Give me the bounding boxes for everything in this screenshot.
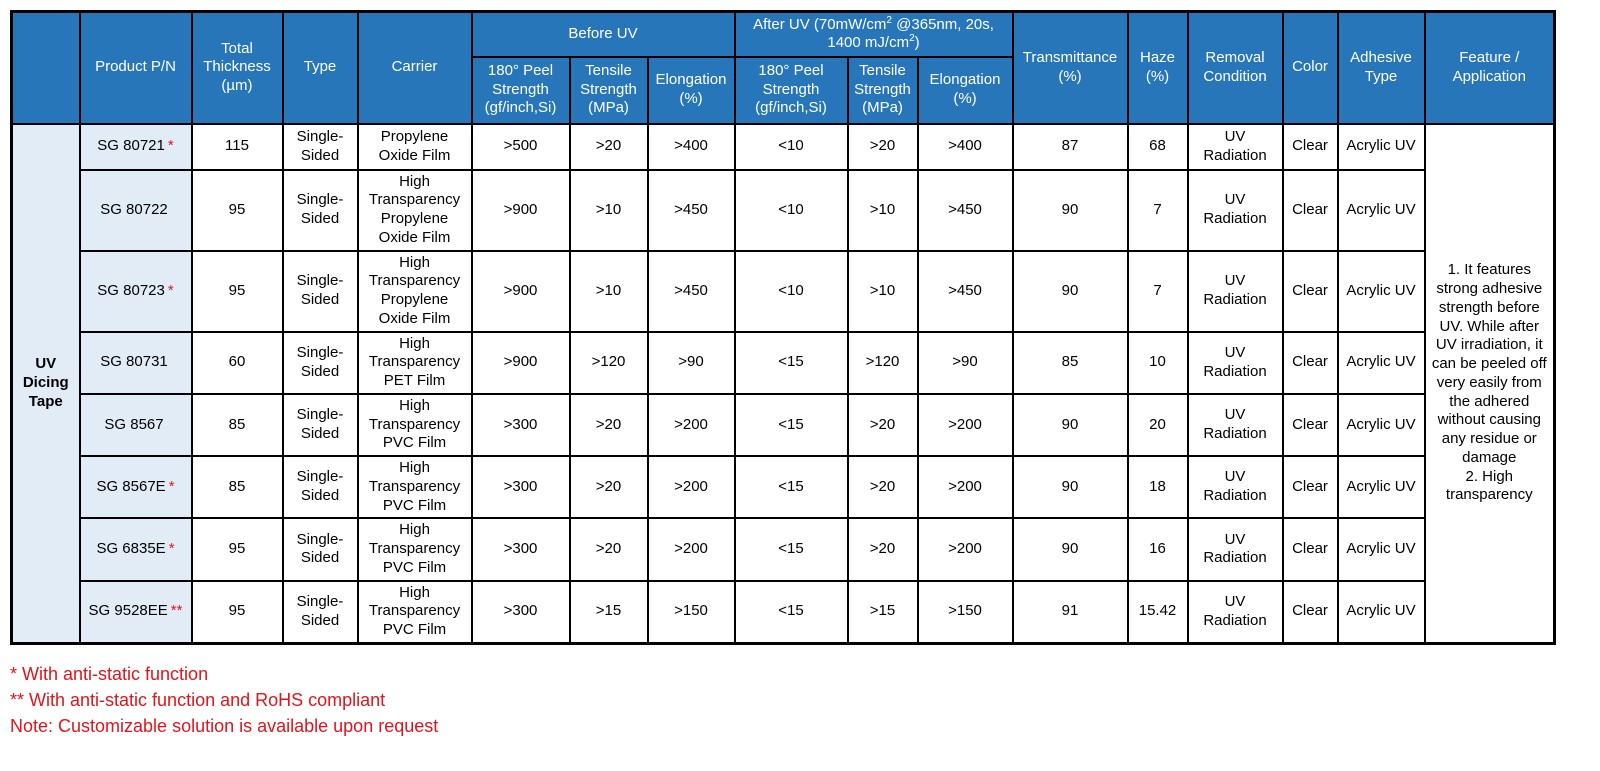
cell-carrier: High Transparency PVC Film xyxy=(358,581,472,644)
cell-carrier: High Transparency PET Film xyxy=(358,332,472,394)
cell-product xyxy=(80,170,192,251)
cell-product xyxy=(80,332,192,394)
cell-type: Single-Sided xyxy=(283,394,358,456)
cell-peel-before: >900 xyxy=(472,251,570,332)
cell-peel-before: >900 xyxy=(472,170,570,251)
cell-removal: UV Radiation xyxy=(1188,170,1283,251)
product-name: SG 80731 xyxy=(100,353,168,371)
col-header-haze: Haze (%) xyxy=(1128,12,1188,124)
footnotes xyxy=(10,661,1600,739)
after-uv-text-2: @365nm, 20s, 1400 mJ/cm xyxy=(827,15,994,52)
cell-tensile-after: >10 xyxy=(848,170,918,251)
cell-peel-before: >900 xyxy=(472,332,570,394)
col-header-transmittance: Transmittance (%) xyxy=(1013,12,1128,124)
cell-elongation-after: >200 xyxy=(918,394,1013,456)
cell-tensile-before: >10 xyxy=(570,170,648,251)
product-mark: * xyxy=(168,477,175,495)
col-header-removal: Removal Condition xyxy=(1188,12,1283,124)
table-body xyxy=(12,124,1555,644)
cell-haze: 15.42 xyxy=(1128,581,1188,644)
cell-thickness: 95 xyxy=(192,518,283,580)
cell-thickness: 95 xyxy=(192,251,283,332)
cell-peel-after: <10 xyxy=(735,251,848,332)
cell-peel-after: <10 xyxy=(735,124,848,170)
cell-haze: 7 xyxy=(1128,251,1188,332)
table-row xyxy=(12,170,1555,251)
cell-removal: UV Radiation xyxy=(1188,124,1283,170)
col-header-peel-before: 180° Peel Strength (gf/inch,Si) xyxy=(472,57,570,124)
corner-cell xyxy=(12,12,80,124)
cell-transmittance: 90 xyxy=(1013,456,1128,518)
cell-product xyxy=(80,251,192,332)
cell-removal: UV Radiation xyxy=(1188,394,1283,456)
cell-thickness: 95 xyxy=(192,581,283,644)
cell-tensile-after: >10 xyxy=(848,251,918,332)
table-row xyxy=(12,394,1555,456)
product-name: SG 6835E xyxy=(96,540,166,557)
cell-peel-after: <15 xyxy=(735,332,848,394)
note-line-asterisk: * With anti-static function xyxy=(10,663,209,684)
cell-transmittance: 91 xyxy=(1013,581,1128,644)
after-uv-text-1: After UV (70mW/cm xyxy=(753,15,887,33)
cell-color: Clear xyxy=(1283,518,1338,580)
product-name: SG 9528EE xyxy=(88,602,168,620)
header-row-1 xyxy=(12,12,1555,57)
cell-product xyxy=(80,394,192,456)
cell-removal: UV Radiation xyxy=(1188,251,1283,332)
col-header-feature: Feature / Application xyxy=(1425,12,1555,124)
cell-adhesive: Acrylic UV xyxy=(1338,518,1425,580)
cell-color: Clear xyxy=(1283,251,1338,332)
product-mark: * xyxy=(167,281,174,299)
col-header-tensile-after: Tensile Strength (MPa) xyxy=(848,57,918,124)
cell-product xyxy=(80,124,192,170)
cell-peel-before: >500 xyxy=(472,124,570,170)
cell-type: Single-Sided xyxy=(283,581,358,644)
cell-adhesive: Acrylic UV xyxy=(1338,251,1425,332)
cell-transmittance: 87 xyxy=(1013,124,1128,170)
col-group-before-uv: Before UV xyxy=(472,12,735,57)
cell-peel-after: <15 xyxy=(735,456,848,518)
cell-haze: 20 xyxy=(1128,394,1188,456)
cell-thickness: 95 xyxy=(192,170,283,251)
cell-peel-before: >300 xyxy=(472,394,570,456)
table-row xyxy=(12,456,1555,518)
cell-elongation-before: >200 xyxy=(648,456,735,518)
spec-table xyxy=(10,10,1556,645)
cell-removal: UV Radiation xyxy=(1188,332,1283,394)
cell-tensile-before: >20 xyxy=(570,518,648,580)
table-row xyxy=(12,124,1555,170)
cell-peel-before: >300 xyxy=(472,518,570,580)
cell-color: Clear xyxy=(1283,456,1338,518)
cell-removal: UV Radiation xyxy=(1188,581,1283,644)
cell-adhesive: Acrylic UV xyxy=(1338,394,1425,456)
cell-transmittance: 85 xyxy=(1013,332,1128,394)
cell-haze: 10 xyxy=(1128,332,1188,394)
col-header-color: Color xyxy=(1283,12,1338,124)
cell-transmittance: 90 xyxy=(1013,251,1128,332)
col-group-after-uv xyxy=(735,12,1013,57)
cell-type: Single-Sided xyxy=(283,170,358,251)
col-header-peel-after: 180° Peel Strength (gf/inch,Si) xyxy=(735,57,848,124)
product-name: SG 80721 xyxy=(97,137,165,155)
cell-removal: UV Radiation xyxy=(1188,456,1283,518)
cell-transmittance: 90 xyxy=(1013,394,1128,456)
product-mark: * xyxy=(167,137,174,155)
cell-color: Clear xyxy=(1283,124,1338,170)
cell-tensile-after: >15 xyxy=(848,581,918,644)
cell-type: Single-Sided xyxy=(283,456,358,518)
after-uv-sup-1: 2 xyxy=(886,14,892,26)
cell-elongation-after: >200 xyxy=(918,518,1013,580)
cell-elongation-after: >150 xyxy=(918,581,1013,644)
table-row xyxy=(12,518,1555,580)
cell-adhesive: Acrylic UV xyxy=(1338,124,1425,170)
cell-thickness: 60 xyxy=(192,332,283,394)
cell-peel-before: >300 xyxy=(472,456,570,518)
table-row xyxy=(12,581,1555,644)
group-label-cell: UV Dicing Tape xyxy=(12,124,80,644)
cell-elongation-before: >400 xyxy=(648,124,735,170)
cell-tensile-before: >10 xyxy=(570,251,648,332)
cell-product xyxy=(80,456,192,518)
product-name: SG 8567 xyxy=(104,415,164,433)
cell-elongation-before: >200 xyxy=(648,518,735,580)
cell-elongation-after: >90 xyxy=(918,332,1013,394)
cell-peel-before: >300 xyxy=(472,581,570,644)
cell-adhesive: Acrylic UV xyxy=(1338,581,1425,644)
cell-peel-after: <10 xyxy=(735,170,848,251)
cell-peel-after: <15 xyxy=(735,518,848,580)
cell-color: Clear xyxy=(1283,170,1338,251)
cell-tensile-before: >20 xyxy=(570,124,648,170)
cell-tensile-before: >15 xyxy=(570,581,648,644)
note-line-double-asterisk: ** With anti-static function and RoHS compliant xyxy=(10,689,386,710)
cell-elongation-after: >450 xyxy=(918,251,1013,332)
feature-item-1: 1. It features strong adhesive strength before UV. While after UV irradiation, it can be peeled off very easily from the adhered without causing any residue or damage xyxy=(1431,261,1547,466)
col-header-thickness: Total Thickness (µm) xyxy=(192,12,283,124)
cell-thickness: 115 xyxy=(192,124,283,170)
col-header-elongation-after: Elongation (%) xyxy=(918,57,1013,124)
cell-elongation-before: >150 xyxy=(648,581,735,644)
col-header-tensile-before: Tensile Strength (MPa) xyxy=(570,57,648,124)
product-mark: ** xyxy=(170,602,183,620)
cell-haze: 7 xyxy=(1128,170,1188,251)
cell-removal: UV Radiation xyxy=(1188,518,1283,580)
col-header-product: Product P/N xyxy=(80,12,192,124)
cell-tensile-before: >120 xyxy=(570,332,648,394)
col-header-carrier: Carrier xyxy=(358,12,472,124)
cell-type: Single-Sided xyxy=(283,124,358,170)
cell-thickness: 85 xyxy=(192,394,283,456)
cell-color: Clear xyxy=(1283,332,1338,394)
feature-cell xyxy=(1425,124,1555,644)
cell-transmittance: 90 xyxy=(1013,518,1128,580)
cell-type: Single-Sided xyxy=(283,518,358,580)
cell-carrier: High Transparency PVC Film xyxy=(358,518,472,580)
cell-haze: 16 xyxy=(1128,518,1188,580)
cell-elongation-before: >450 xyxy=(648,170,735,251)
cell-carrier: High Transparency Propylene Oxide Film xyxy=(358,170,472,251)
col-header-elongation-before: Elongation (%) xyxy=(648,57,735,124)
product-mark: * xyxy=(168,540,175,557)
cell-peel-after: <15 xyxy=(735,581,848,644)
product-name: SG 80723 xyxy=(97,281,165,299)
cell-product xyxy=(80,581,192,644)
product-name: SG 8567E xyxy=(96,477,166,495)
cell-tensile-after: >120 xyxy=(848,332,918,394)
cell-color: Clear xyxy=(1283,581,1338,644)
cell-haze: 68 xyxy=(1128,124,1188,170)
table-row xyxy=(12,332,1555,394)
note-line-customizable: Note: Customizable solution is available upon request xyxy=(10,715,439,736)
cell-peel-after: <15 xyxy=(735,394,848,456)
cell-tensile-before: >20 xyxy=(570,394,648,456)
feature-item-2: 2. High transparency xyxy=(1445,467,1533,504)
cell-haze: 18 xyxy=(1128,456,1188,518)
cell-elongation-before: >450 xyxy=(648,251,735,332)
cell-product xyxy=(80,518,192,580)
cell-carrier: Propylene Oxide Film xyxy=(358,124,472,170)
cell-elongation-before: >90 xyxy=(648,332,735,394)
cell-elongation-after: >400 xyxy=(918,124,1013,170)
cell-carrier: High Transparency PVC Film xyxy=(358,394,472,456)
cell-elongation-before: >200 xyxy=(648,394,735,456)
table-header xyxy=(12,12,1555,124)
col-header-type: Type xyxy=(283,12,358,124)
cell-elongation-after: >200 xyxy=(918,456,1013,518)
cell-tensile-after: >20 xyxy=(848,518,918,580)
after-uv-sup-2: 2 xyxy=(909,33,915,45)
cell-tensile-before: >20 xyxy=(570,456,648,518)
cell-tensile-after: >20 xyxy=(848,456,918,518)
cell-tensile-after: >20 xyxy=(848,124,918,170)
cell-adhesive: Acrylic UV xyxy=(1338,456,1425,518)
cell-carrier: High Transparency PVC Film xyxy=(358,456,472,518)
cell-type: Single-Sided xyxy=(283,251,358,332)
cell-carrier: High Transparency Propylene Oxide Film xyxy=(358,251,472,332)
cell-transmittance: 90 xyxy=(1013,170,1128,251)
cell-thickness: 85 xyxy=(192,456,283,518)
table-row xyxy=(12,251,1555,332)
product-name: SG 80722 xyxy=(100,200,168,218)
cell-type: Single-Sided xyxy=(283,332,358,394)
cell-adhesive: Acrylic UV xyxy=(1338,170,1425,251)
after-uv-text-3: ) xyxy=(914,34,920,52)
cell-color: Clear xyxy=(1283,394,1338,456)
cell-elongation-after: >450 xyxy=(918,170,1013,251)
col-header-adhesive: Adhesive Type xyxy=(1338,12,1425,124)
cell-tensile-after: >20 xyxy=(848,394,918,456)
cell-adhesive: Acrylic UV xyxy=(1338,332,1425,394)
